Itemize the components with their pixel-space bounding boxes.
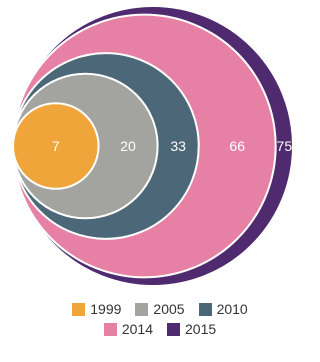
legend-swatch-1999 (72, 303, 85, 316)
legend-label-1999: 1999 (90, 301, 122, 317)
legend-label-2014: 2014 (121, 321, 153, 337)
legend-item-2014 (104, 321, 153, 337)
legend-item-1999 (72, 301, 121, 317)
legend-swatch-2010 (199, 303, 212, 316)
legend-label-2005: 2005 (153, 301, 185, 317)
value-label-2010: 33 (170, 138, 186, 154)
value-label-1999: 7 (51, 138, 60, 154)
legend-label-2010: 2010 (216, 301, 248, 317)
legend-swatch-2005 (135, 303, 148, 316)
legend-item-2010 (199, 301, 248, 317)
value-label-2005: 20 (120, 138, 136, 154)
legend-swatch-2015 (167, 323, 180, 336)
value-label-2015: 75 (276, 138, 293, 154)
legend-swatch-2014 (104, 323, 117, 336)
value-label-2014: 66 (229, 138, 245, 154)
legend-row-1 (0, 301, 320, 317)
legend-row-2 (0, 321, 320, 337)
legend-item-2005 (135, 301, 184, 317)
legend-label-2015: 2015 (185, 321, 217, 337)
legend-item-2015 (167, 321, 216, 337)
